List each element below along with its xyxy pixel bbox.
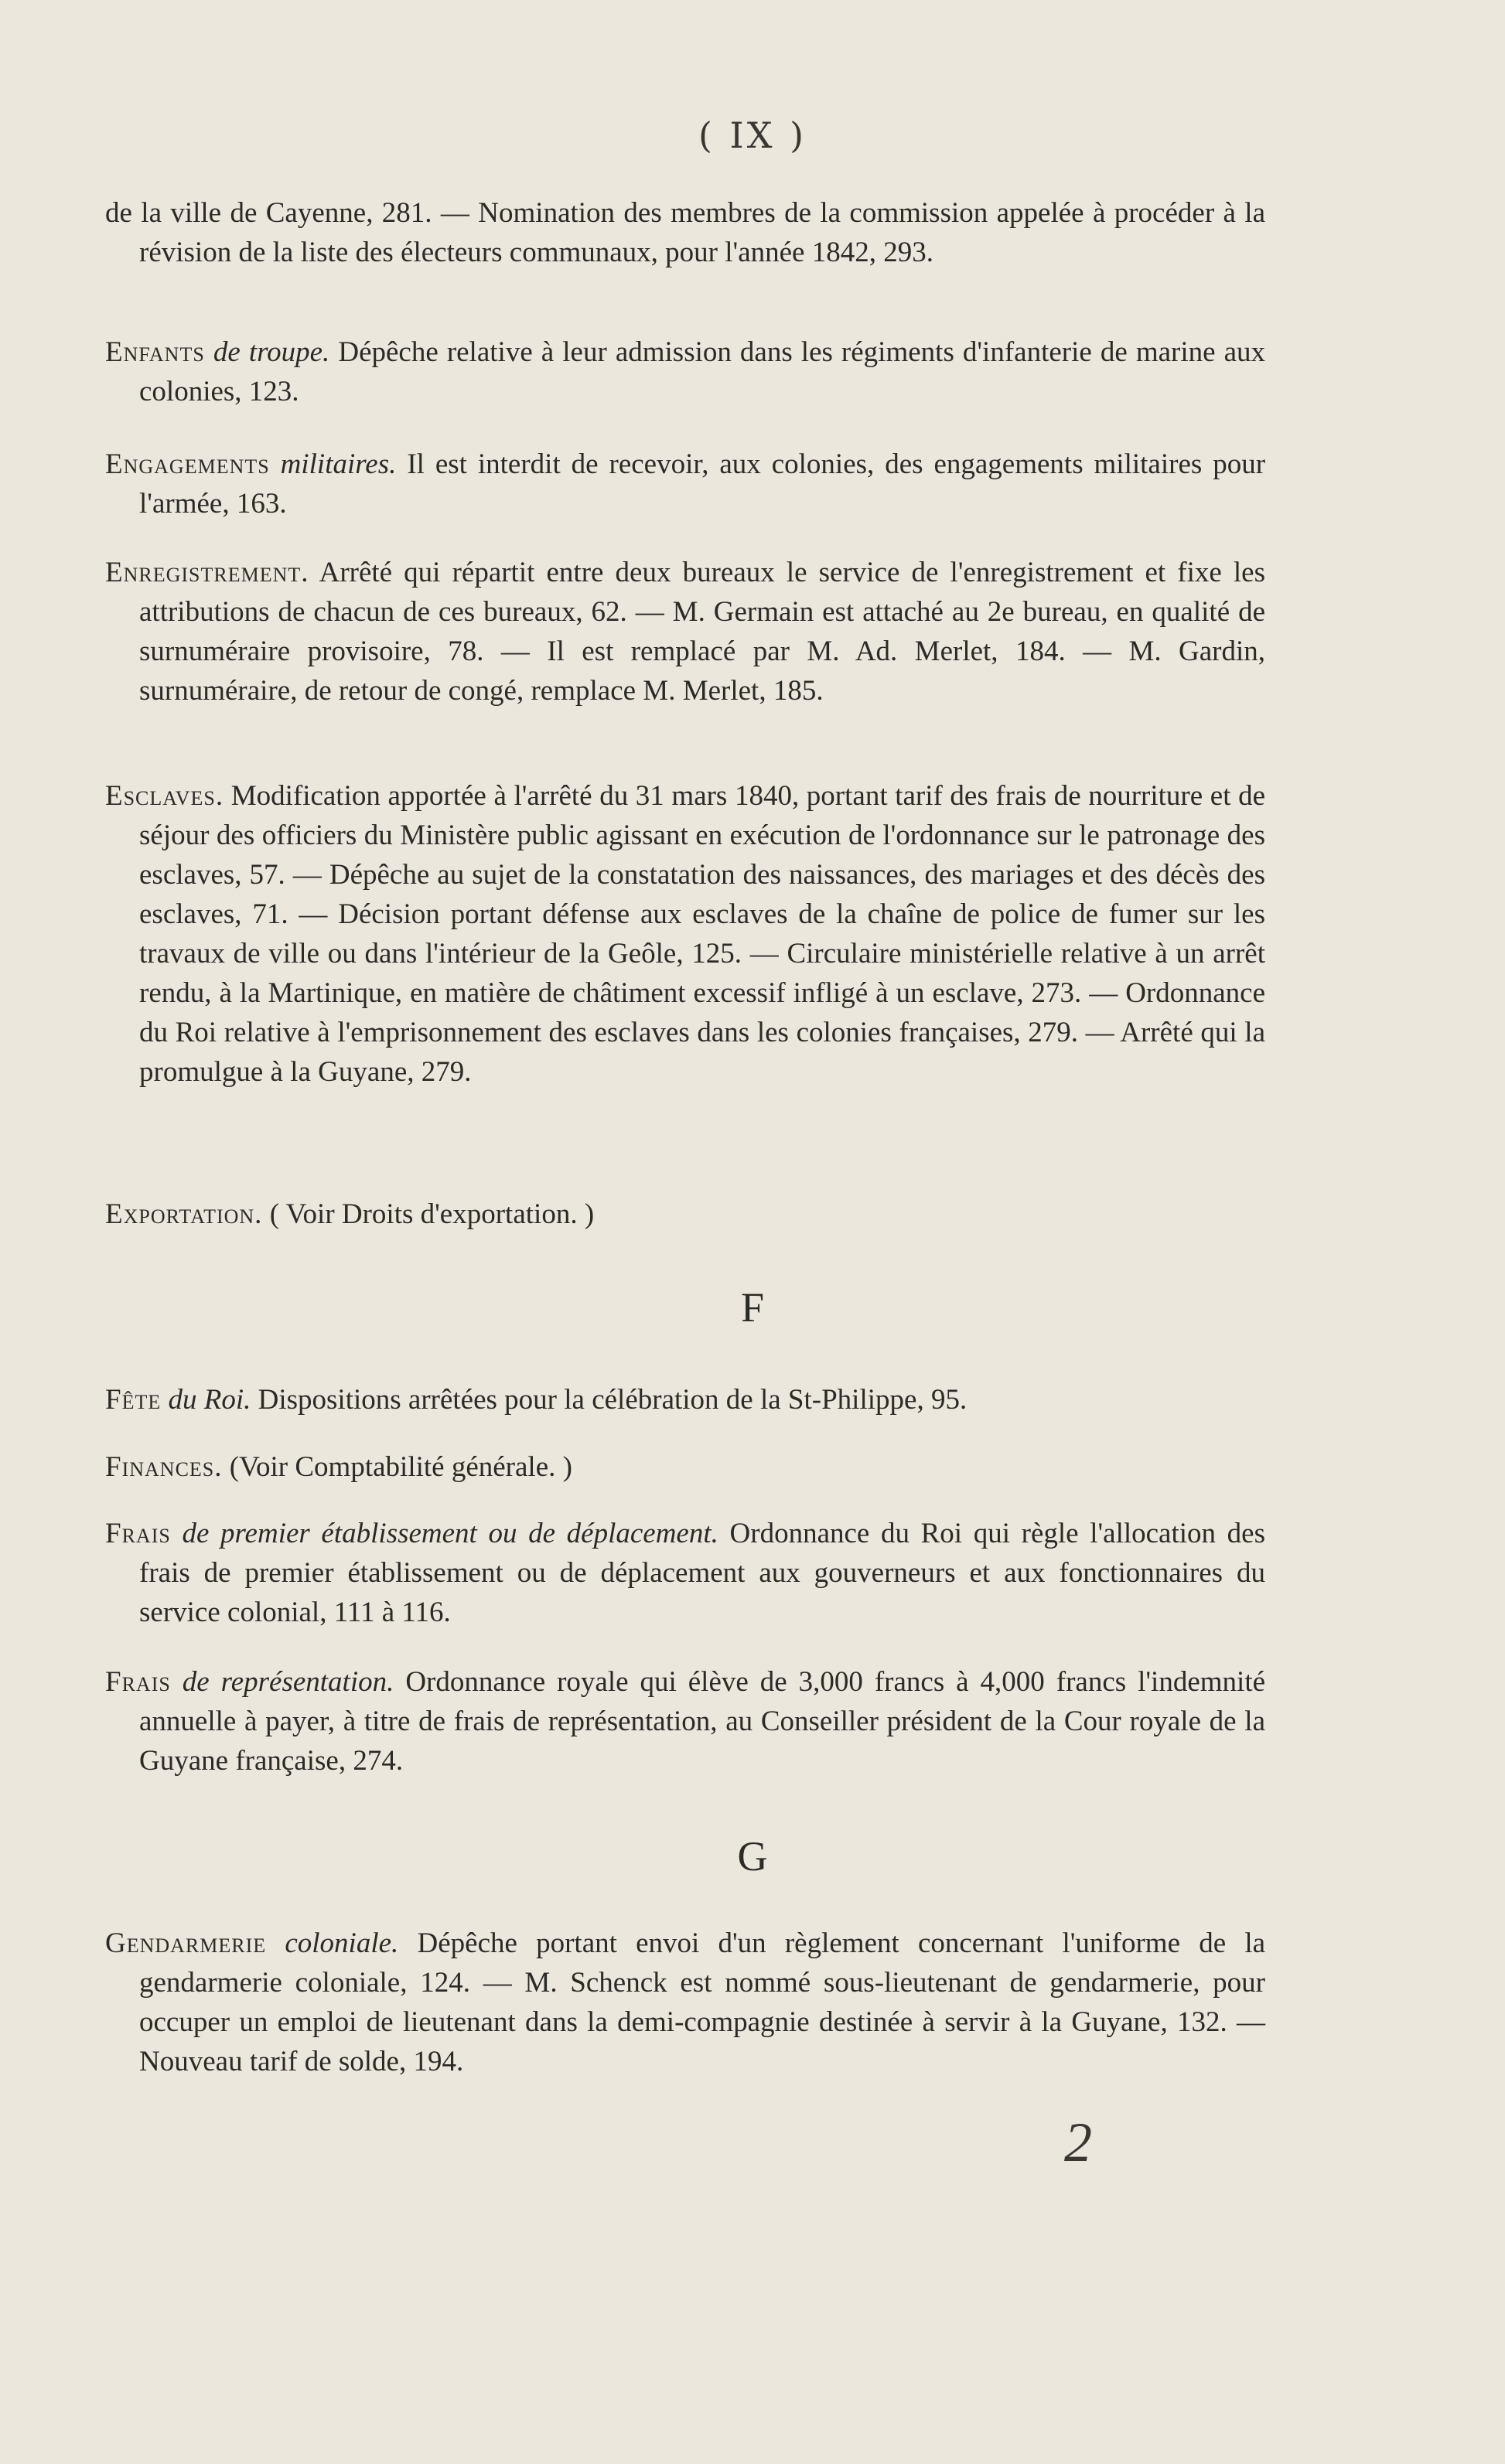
entry-sub: de représentation.	[182, 1666, 394, 1698]
index-entry-exportation	[105, 1195, 1265, 1234]
signature-mark: 2	[1064, 2111, 1092, 2173]
entry-sub: du Roi.	[168, 1384, 251, 1416]
index-entry-frais-etablissement	[105, 1514, 1265, 1632]
entry-text: ( Voir Droits d'exportation. )	[269, 1198, 595, 1230]
entry-sub: de premier établissement ou de déplacement.	[182, 1518, 718, 1549]
entry-text: (Voir Comptabilité générale. )	[229, 1451, 572, 1483]
index-entry-finances	[105, 1447, 1265, 1487]
index-entry-fete	[105, 1380, 1265, 1419]
index-entry-esclaves	[105, 776, 1265, 1092]
index-entry-frais-representation	[105, 1662, 1265, 1781]
page-number-header: ( IX )	[698, 114, 807, 156]
index-entry-enregistrement	[105, 553, 1265, 711]
section-letter-f: F	[740, 1284, 765, 1331]
entry-head: Fête	[105, 1384, 162, 1416]
section-letter-g: G	[737, 1833, 768, 1880]
index-entry-continuation	[105, 193, 1265, 272]
entry-head: Gendarmerie	[105, 1927, 267, 1959]
entry-text: Dépêche relative à leur admission dans les régiments d'infanterie de marine aux colonies, 123.	[139, 336, 1266, 407]
index-entry-enfants	[105, 332, 1265, 411]
entry-text: Dispositions arrêtées pour la célébration de la St-Philippe, 95.	[258, 1384, 968, 1416]
entry-text: Ordonnance royale qui élève de 3,000 francs à 4,000 francs l'indemnité annuelle à payer, à titre de frais de représentation, au Conseiller président de la Cour royale de la Guyane française, 274.	[139, 1666, 1266, 1777]
entry-text: Ordonnance du Roi qui règle l'allocation des frais de premier établissement ou de déplacement aux gouverneurs et aux fonctionnaires du service colonial, 111 à 116.	[139, 1518, 1265, 1628]
entry-sub: coloniale.	[285, 1927, 399, 1959]
entry-text: Arrêté qui répartit entre deux bureaux le service de l'enregistrement et fixe les attributions de chacun de ces bureaux, 62. — M. Germain est attaché au 2e bureau, en qualité de surnuméraire provisoire, 78. — Il est remplacé par M. Ad. Merlet, 184. — M. Gardin, surnuméraire, de retour de congé, remplace M. Merlet, 185.	[139, 557, 1265, 707]
entry-sub: de troupe.	[213, 336, 330, 368]
entry-sub: militaires.	[280, 448, 397, 480]
entry-head: Exportation.	[105, 1198, 263, 1230]
entry-head: Frais	[105, 1518, 171, 1549]
entry-text: Dépêche portant envoi d'un règlement concernant l'uniforme de la gendarmerie coloniale, 124. — M. Schenck est nommé sous-lieutenant de gendarmerie, pour occuper un emploi de lieutenant dans la demi-compagnie destinée à servir à la Guyane, 132. — Nouveau tarif de solde, 194.	[139, 1927, 1266, 2077]
index-entry-engagements	[105, 445, 1265, 523]
entry-text: de la ville de Cayenne, 281. — Nomination des membres de la commission appelée à procéder à la révision de la liste des électeurs communaux, pour l'année 1842, 293.	[105, 197, 1265, 268]
entry-text: Modification apportée à l'arrêté du 31 mars 1840, portant tarif des frais de nourriture et de séjour des officiers du Ministère public agissant en exécution de l'ordonnance sur le patronage des esclaves, 57. — Dépêche au sujet de la constatation des naissances, des mariages et des décès des esclaves, 71. — Décision portant défense aux esclaves de la chaîne de police de fumer sur les travaux de ville ou dans l'intérieur de la Geôle, 125. — Circulaire ministérielle relative à un arrêt rendu, à la Martinique, en matière de châtiment excessif infligé à un esclave, 273. — Ordonnance du Roi relative à l'emprisonnement des esclaves dans les colonies françaises, 279. — Arrêté qui la promulgue à la Guyane, 279.	[139, 780, 1265, 1088]
entry-head: Enregistrement.	[105, 557, 309, 588]
entry-head: Finances.	[105, 1451, 223, 1483]
entry-head: Frais	[105, 1666, 171, 1698]
entry-text: Il est interdit de recevoir, aux colonies, des engagements militaires pour l'armée, 163.	[139, 448, 1266, 520]
entry-head: Engagements	[105, 448, 270, 480]
entry-head: Enfants	[105, 336, 205, 368]
entry-head: Esclaves.	[105, 780, 224, 812]
index-entry-gendarmerie	[105, 1924, 1265, 2081]
